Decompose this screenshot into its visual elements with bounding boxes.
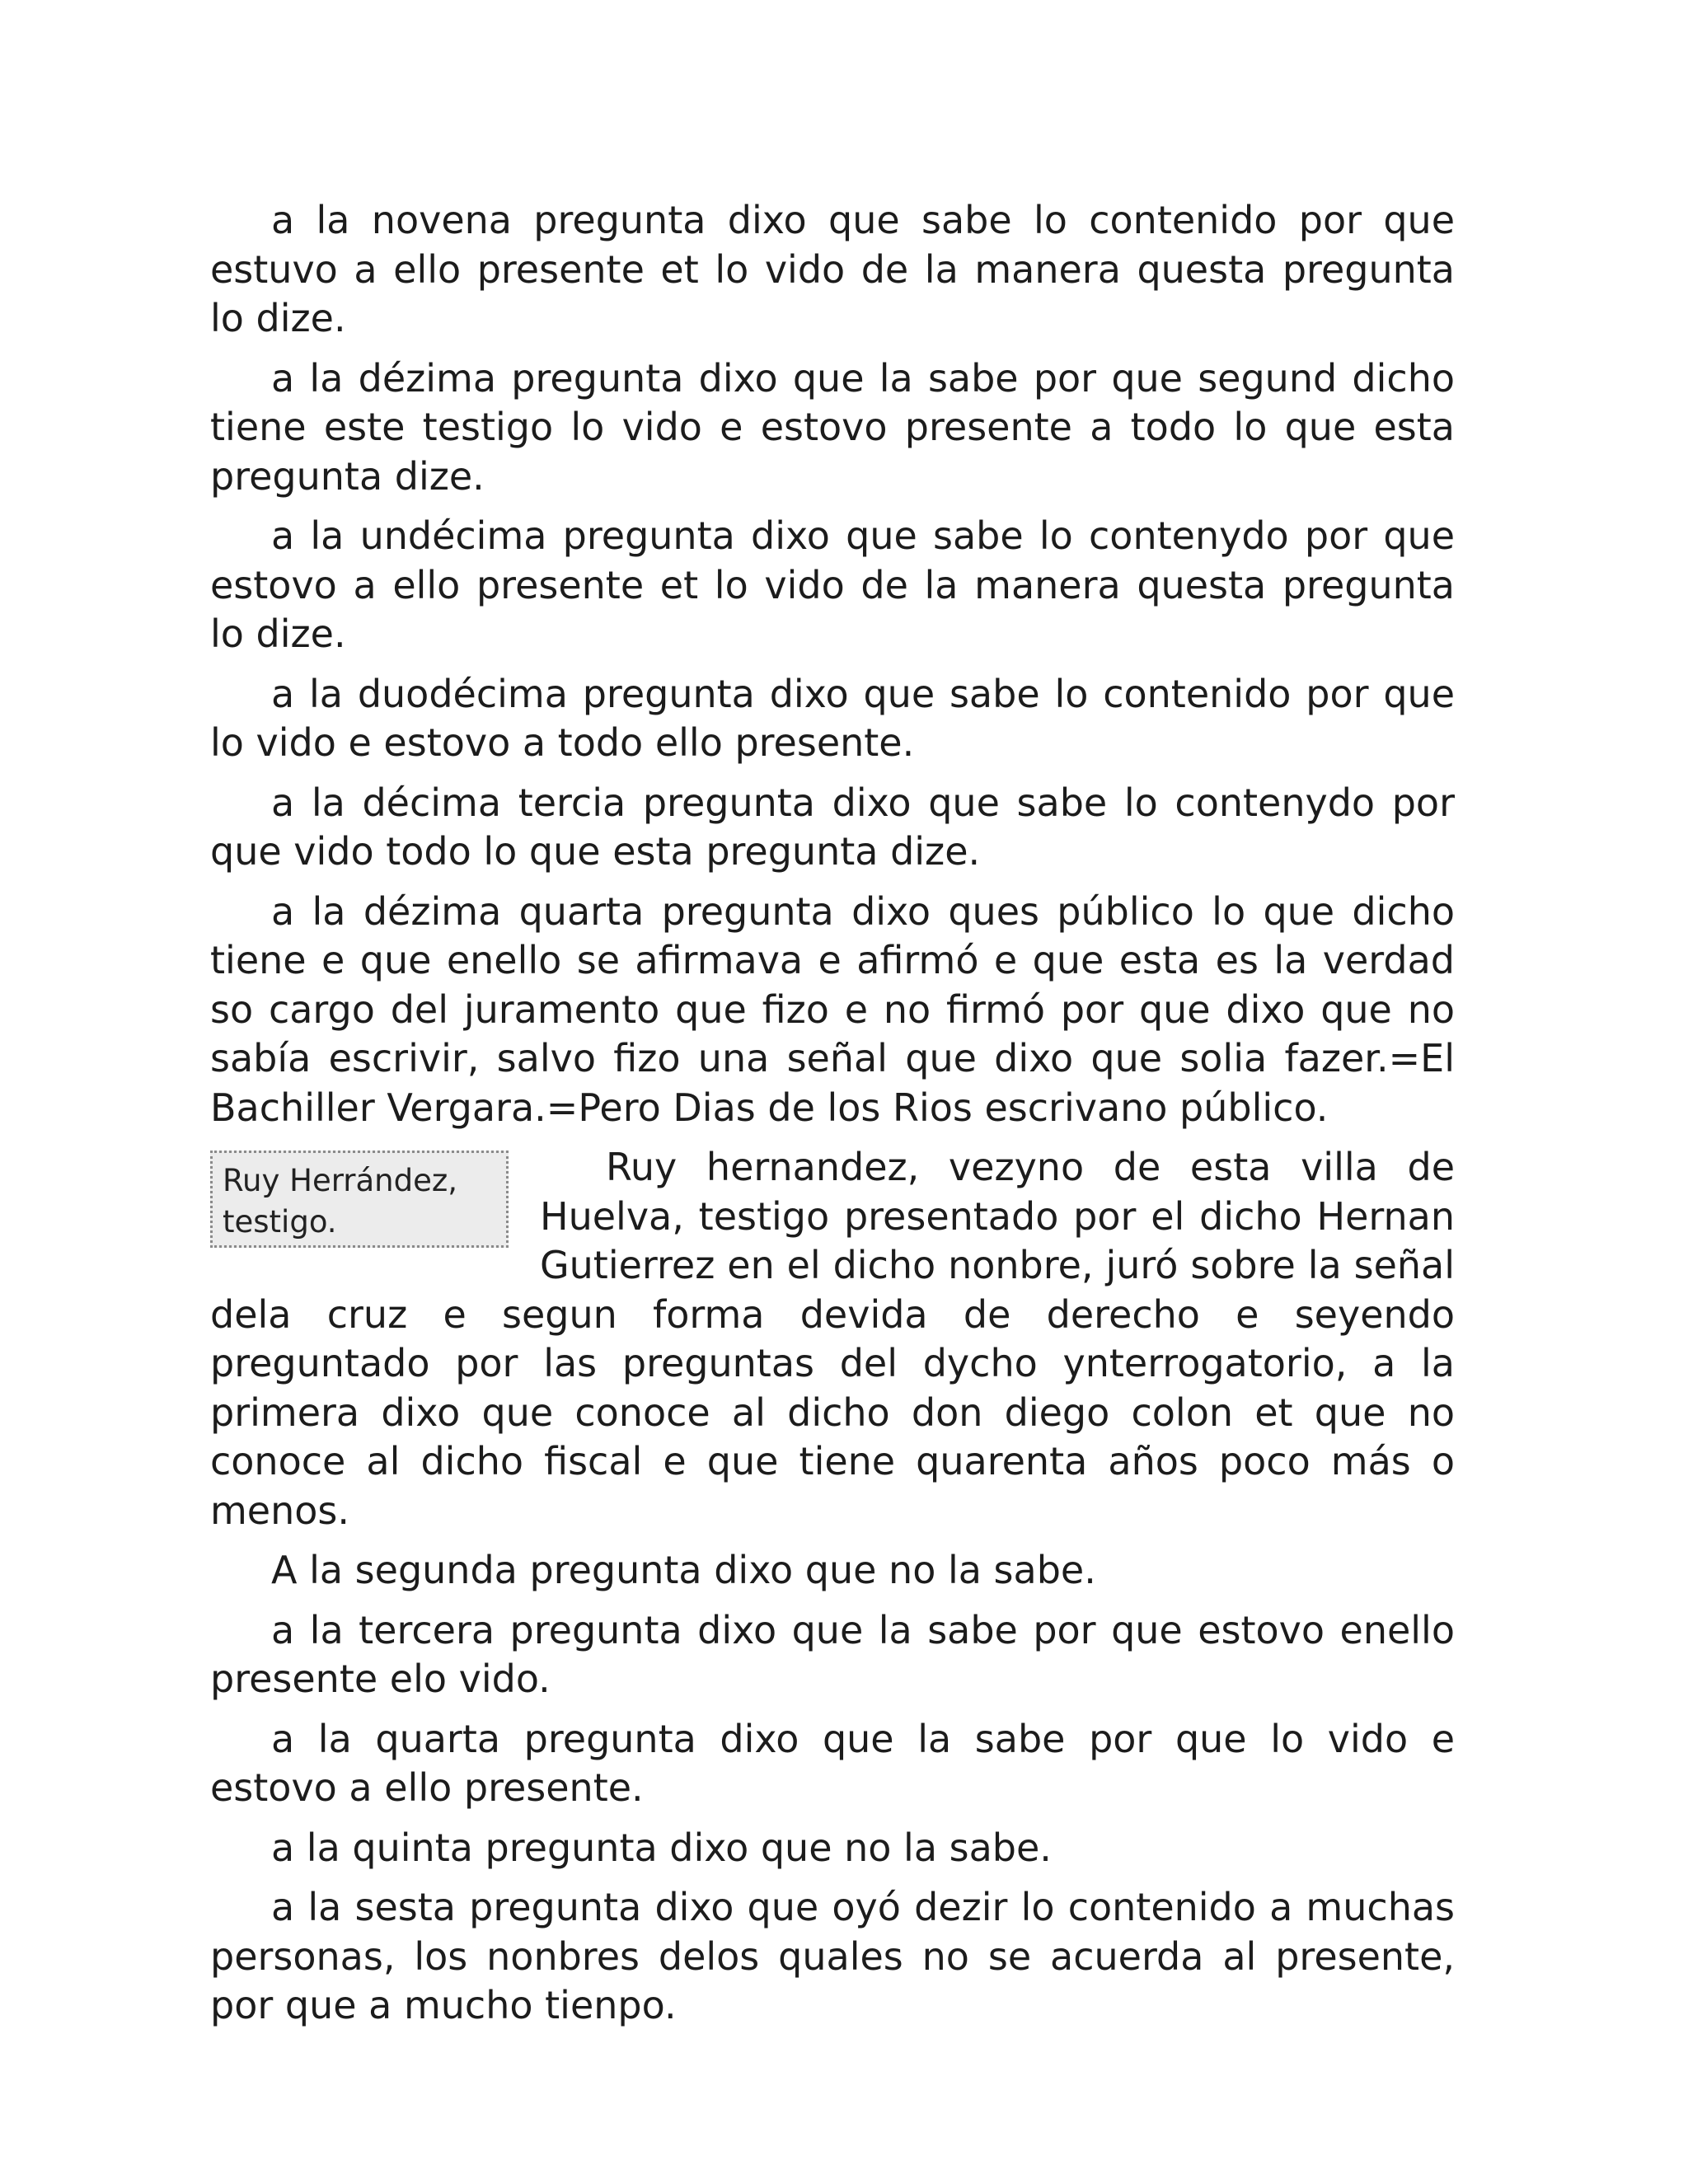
paragraph-quinta: a la quinta pregunta dixo que no la sabe. [271,1825,1052,1870]
paragraph-undecima: a la undécima pregunta dixo que sabe lo contenydo por que estovo a ello presente et lo vido de la manera questa pregunta lo dize. [210,513,1455,656]
paragraph-segunda: A la segunda pregunta dixo que no la sabe. [271,1548,1096,1592]
witness-paragraph: Ruy hernandez, vezyno de esta villa de Huelva, testigo presentado por el dicho Hernan Gutierrez en el dicho nonbre, juró sobre la señal dela cruz e segun forma devida de derecho e seyendo preguntado por las preguntas del dycho ynterrogatorio, a la primera dixo que conoce al dicho don diego colon et que no conoce al dicho fiscal e que tiene quarenta años poco más o menos. [210,1145,1455,1533]
margin-note-role: testigo. [223,1204,337,1240]
paragraph-tercera: a la tercera pregunta dixo que la sabe por que estovo enello presente elo vido. [210,1607,1455,1701]
paragraph-dezima: a la dézima pregunta dixo que la sabe por que segund dicho tiene este testigo lo vido e estovo presente a todo lo que esta pregunta dize. [210,355,1455,499]
document-page [210,196,1455,2041]
paragraph-decima-tercia: a la décima tercia pregunta dixo que sabe lo contenydo por que vido todo lo que esta pregunta dize. [210,780,1455,874]
paragraph-duodecima: a la duodécima pregunta dixo que sabe lo contenido por que lo vido e estovo a todo ello presente. [210,671,1455,765]
margin-note-name: Ruy Herrández, [223,1163,458,1198]
paragraph-sesta: a la sesta pregunta dixo que oyó dezir lo contenido a muchas personas, los nonbres delos quales no se acuerda al presente, por que a mucho tienpo. [210,1885,1455,2027]
paragraph-novena: a la novena pregunta dixo que sabe lo contenido por que estuvo a ello presente et lo vido de la manera questa pregunta lo dize. [210,198,1455,340]
margin-note [210,1151,509,1248]
paragraph-quarta: a la quarta pregunta dixo que la sabe por que lo vido e estovo a ello presente. [210,1716,1455,1810]
paragraph-dezima-quarta: a la dézima quarta pregunta dixo ques público lo que dicho tiene e que enello se afirmava e afirmó e que esta es la verdad so cargo del juramento que fizo e no firmó por que dixo que no sabía escrivir, salvo fizo una señal que dixo que solia fazer.=El Bachiller Vergara.=Pero Dias de los Rios escrivano público. [210,888,1455,1130]
